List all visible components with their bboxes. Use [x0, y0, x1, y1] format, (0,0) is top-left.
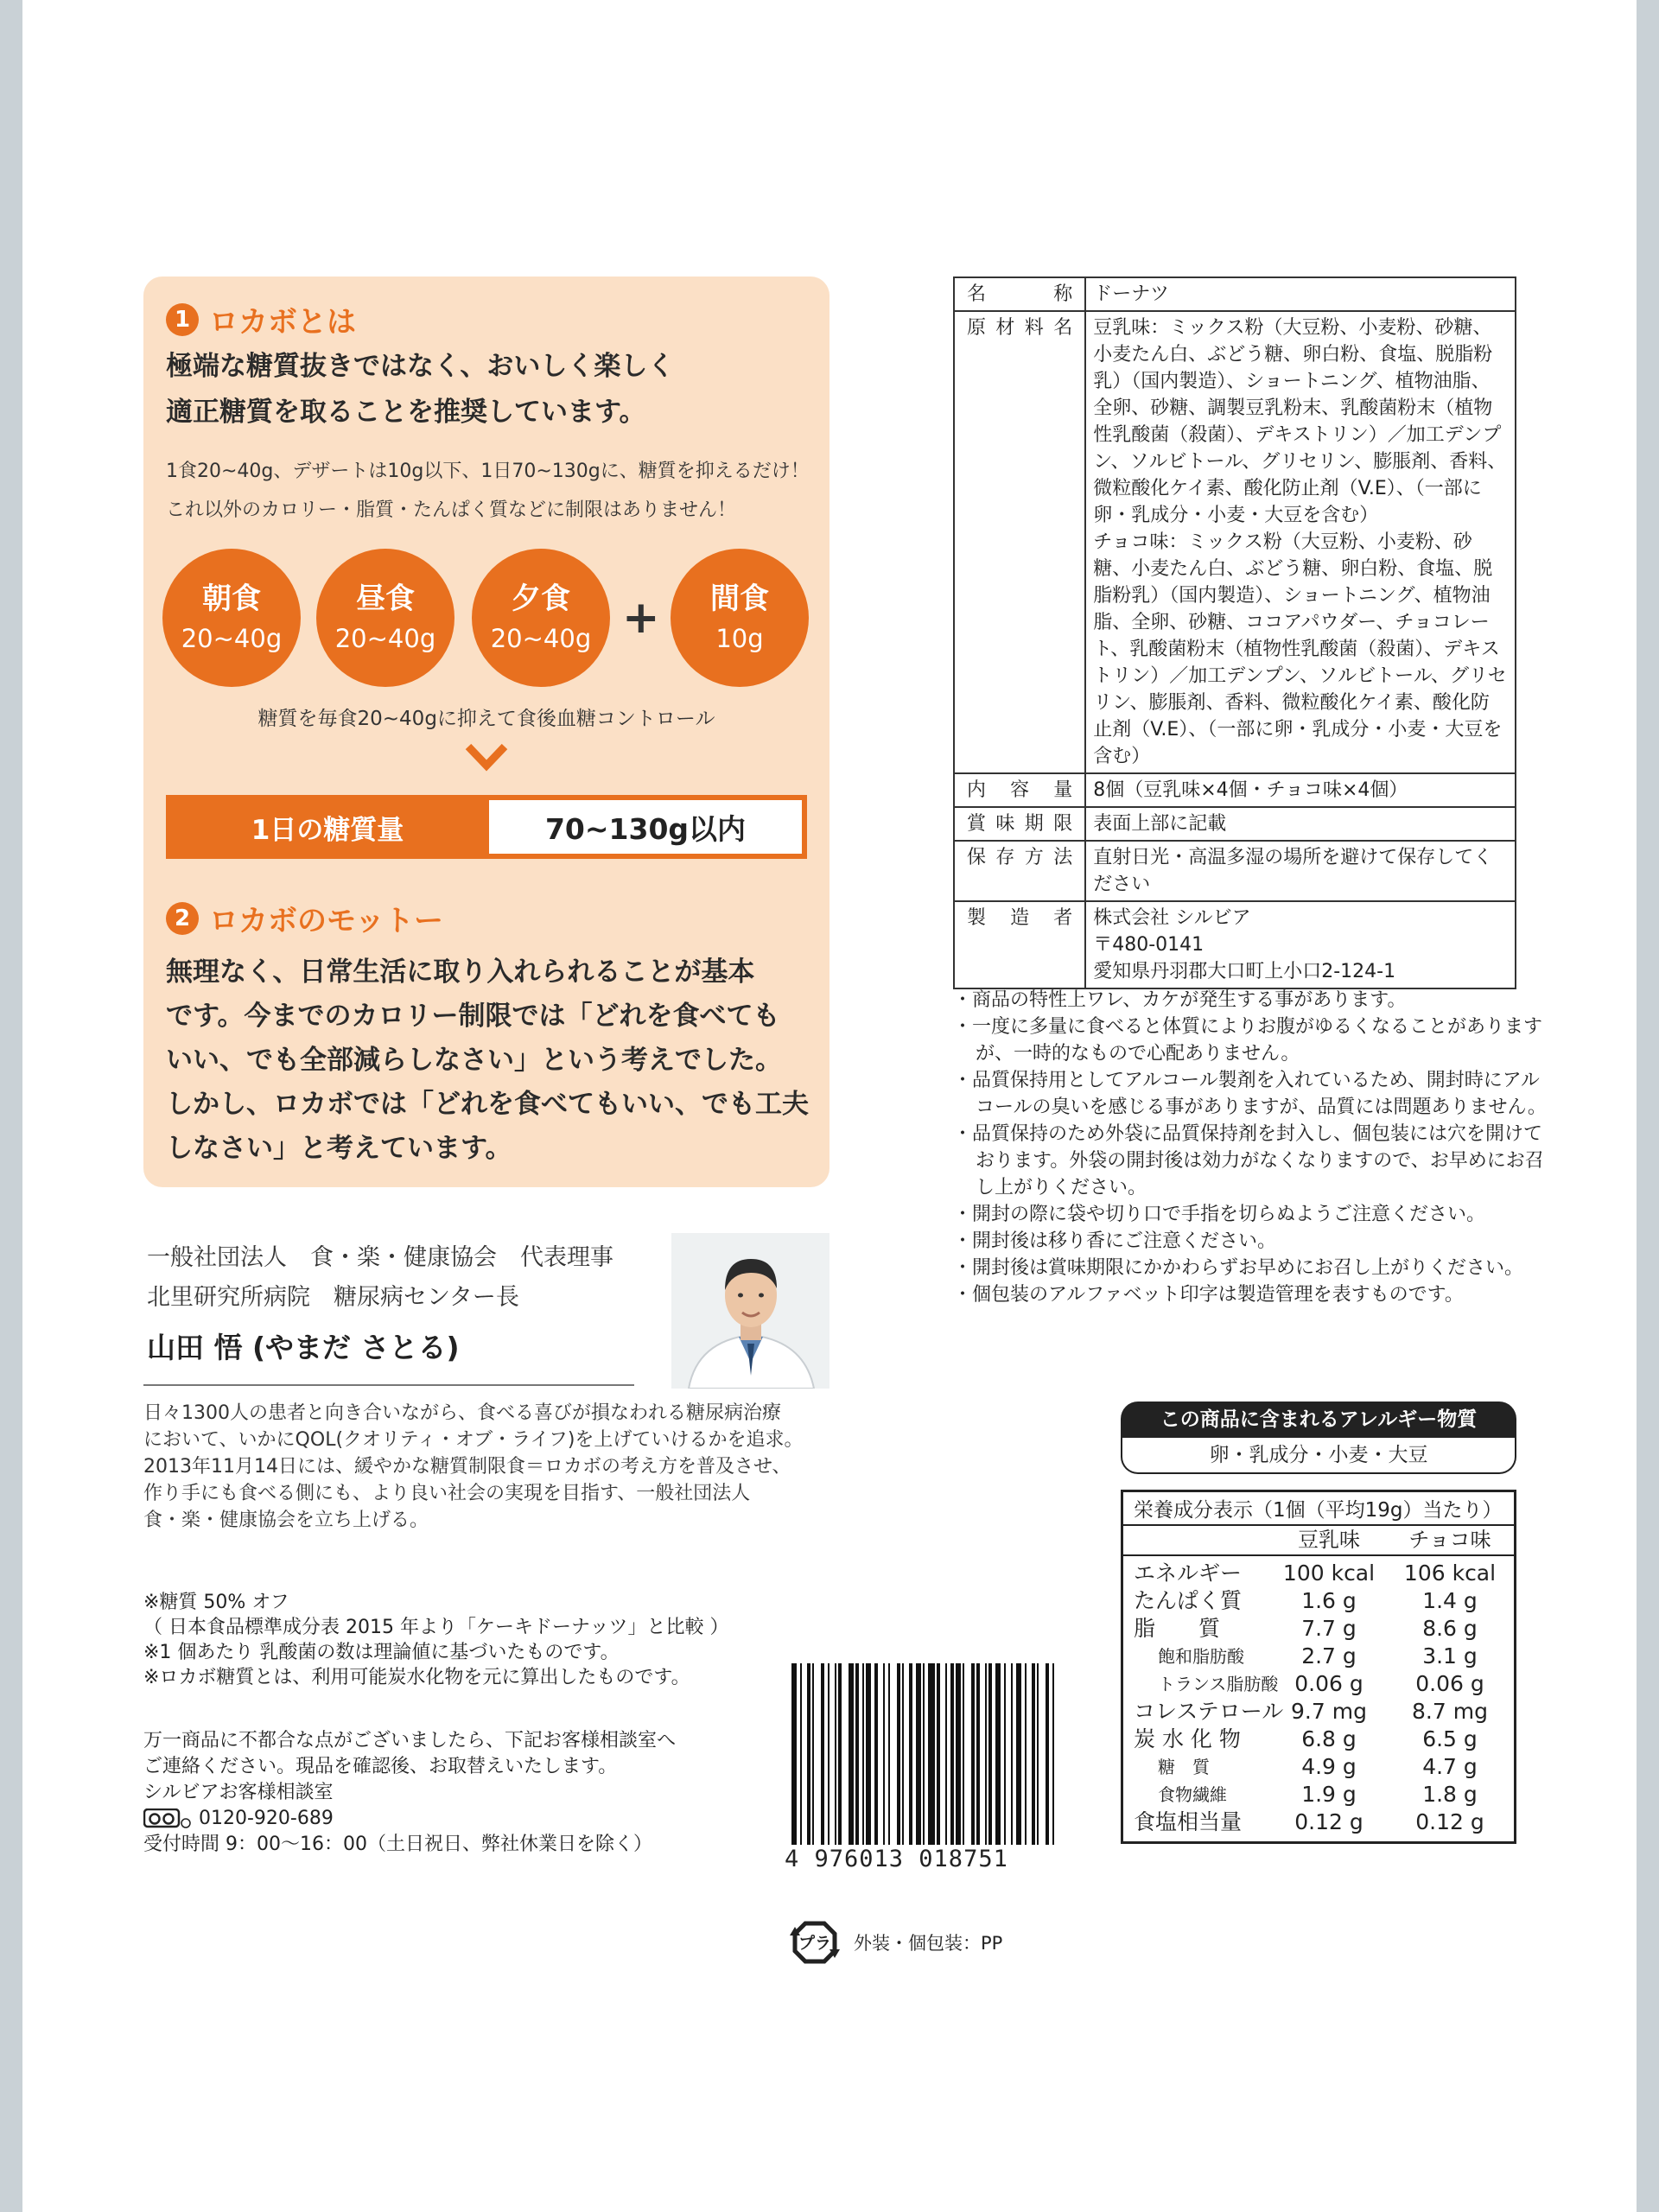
divider	[143, 1384, 634, 1386]
nutrient-name: 飽和脂肪酸	[1158, 1646, 1244, 1667]
nutrient-name: エネルギー	[1134, 1560, 1243, 1586]
meal-value: 20~40g	[490, 624, 592, 653]
doctor-org1: 一般社団法人 食・楽・健康協会 代表理事	[147, 1244, 613, 1271]
bio-line: 日々1300人の患者と向き合いながら、食べる喜びが損なわれる糖尿病治療	[143, 1402, 781, 1424]
contact-line: シルビアお客様相談室	[143, 1782, 334, 1803]
meal-lunch	[316, 549, 454, 687]
label-key: 名称	[954, 277, 1085, 311]
locabo-lead	[166, 344, 674, 435]
barcode-bar	[1052, 1663, 1054, 1845]
footnotes	[143, 1590, 729, 1690]
caution-item: ・開封後は移り香にご注意ください。	[953, 1230, 1277, 1252]
ingredients-value: 豆乳味：ミックス粉（大豆粉、小麦粉、砂糖、小麦たん白、ぶどう糖、卵白粉、食塩、脱脂粉乳）（国内製造）、ショートニング、植物油脂、全卵、砂糖、調製豆乳粉末、乳酸菌粉末（植物性乳酸菌（殺菌）、デキストリン）／加工デンプン、ソルビトール、グリセリン、膨脹剤、香料、微粒酸化ケイ素、酸化防止剤（V.E）、（一部に卵・乳成分・小麦・大豆を含む） チョコ味：ミックス粉（大豆粉、小麦粉、砂糖、小麦たん白、ぶどう糖、卵白粉、食塩、脱脂粉乳）（国内製造）、ショートニング、植物油脂、全卵、砂糖、ココアパウダー、チョコレート、乳酸菌粉末（植物性乳酸菌（殺菌）、デキストリン）／加工デンプン、ソルビトール、グリセリン、膨脹剤、香料、微粒酸化ケイ素、酸化防止剤（V.E）、（一部に卵・乳成分・小麦・大豆を含む）	[1085, 311, 1516, 773]
label-row	[954, 841, 1516, 901]
product-label-table	[953, 276, 1516, 989]
label-row	[954, 807, 1516, 841]
allergen-title: この商品に含まれるアレルギー物質	[1121, 1402, 1516, 1438]
phone-row	[143, 1806, 676, 1832]
plus-sign: +	[622, 592, 660, 644]
barcode-bar	[976, 1663, 980, 1845]
doctor-portrait-icon	[671, 1233, 830, 1389]
nutrient-value-soy: 0.12 g	[1294, 1809, 1363, 1834]
allergen-box	[1121, 1402, 1516, 1474]
nutrition-row	[1123, 1670, 1514, 1698]
barcode-bar	[1046, 1663, 1049, 1845]
plastic-recycle-icon	[788, 1916, 842, 1968]
barcode-bar	[909, 1663, 912, 1845]
barcode-bar	[800, 1663, 802, 1845]
barcode-bar	[1037, 1663, 1039, 1845]
label-value: ドーナツ	[1085, 277, 1516, 311]
barcode-bar	[821, 1663, 824, 1845]
barcode-bar	[963, 1663, 964, 1845]
barcode-bar	[888, 1663, 890, 1845]
label-value: 直射日光・高温多湿の場所を避けて保存してください	[1085, 841, 1516, 901]
motto-line: いい、でも全部減らしなさい」という考えでした。	[166, 1045, 782, 1076]
motto-line: 無理なく、日常生活に取り入れられることが基本	[166, 957, 755, 988]
caution-item: ・品質保持用としてアルコール製剤を入れているため、開封時にアルコールの臭いを感じる事がありますが、品質には問題ありません。	[953, 1070, 1547, 1118]
svg-text:プラ: プラ	[798, 1934, 832, 1953]
chevron-down-icon	[465, 743, 508, 772]
note-line: ※ロカボ糖質とは、利用可能炭水化物を元に算出したものです。	[143, 1667, 690, 1688]
meal-name: 朝食	[202, 582, 261, 616]
nutrition-table	[1121, 1490, 1516, 1844]
motto-line: しなさい」と考えています。	[166, 1133, 512, 1164]
nutrition-row	[1123, 1615, 1514, 1643]
barcode	[788, 1663, 1063, 1845]
barcode-bar	[835, 1663, 836, 1845]
nutrient-name: コレステロール	[1134, 1699, 1284, 1724]
lead-line: 極端な糖質抜きではなく、おいしく楽しく	[166, 351, 675, 382]
barcode-bar	[988, 1663, 992, 1845]
section2-number: 2	[166, 902, 199, 935]
label-value: 表面上部に記載	[1085, 807, 1516, 841]
nutrition-row	[1123, 1808, 1514, 1836]
meal-name: 昼食	[356, 582, 415, 616]
column-header-soy: 豆乳味	[1298, 1528, 1360, 1552]
column-header-choco: チョコ味	[1408, 1528, 1491, 1552]
daily-carb-bar	[166, 795, 807, 859]
nutrient-value-soy: 4.9 g	[1301, 1754, 1357, 1779]
nutrient-value-soy: 1.9 g	[1301, 1782, 1357, 1807]
nutrient-value-choco: 0.12 g	[1415, 1809, 1484, 1834]
business-hours: 受付時間 9：00～16：00（土日祝日、弊社休業日を除く）	[143, 1834, 652, 1855]
allergen-items: 卵・乳成分・小麦・大豆	[1121, 1438, 1516, 1474]
bio-line: 2013年11月14日には、緩やかな糖質制限食＝ロカボの考え方を普及させ、	[143, 1456, 791, 1478]
barcode-bar	[1011, 1663, 1013, 1845]
nutrition-row	[1123, 1587, 1514, 1615]
bio-line: 食・楽・健康協会を立ち上げる。	[143, 1510, 429, 1531]
caution-item: ・開封後は賞味期限にかかわらずお早めにお召し上がりください。	[953, 1257, 1524, 1279]
caution-item: ・品質保持のため外袋に品質保持剤を封入し、個包装には穴を開けております。外袋の開封後は効力がなくなりますので、お早めにお召し上がりください。	[953, 1123, 1544, 1198]
nutrient-value-choco: 3.1 g	[1422, 1643, 1478, 1669]
nutrient-name: 炭 水 化 物	[1134, 1726, 1241, 1751]
manufacturer-value: 株式会社 シルビア 〒480-0141 愛知県丹羽郡大口町上小口2-124-1	[1085, 901, 1516, 988]
recycle-mark	[788, 1916, 1002, 1968]
barcode-bar	[849, 1663, 854, 1845]
contact-line: ご連絡ください。現品を確認後、お取替えいたします。	[143, 1756, 618, 1777]
nutrition-rows	[1123, 1556, 1514, 1836]
barcode-bar	[1032, 1663, 1035, 1845]
nutrient-value-choco: 8.7 mg	[1412, 1699, 1488, 1724]
barcode-bar	[883, 1663, 885, 1845]
barcode-bar	[916, 1663, 921, 1845]
barcode-bar	[874, 1663, 878, 1845]
note-line: ※糖質 50% オフ	[143, 1592, 289, 1613]
contact-line: 万一商品に不都合な点がございましたら、下記お客様相談室へ	[143, 1730, 677, 1751]
nutrition-row	[1123, 1781, 1514, 1808]
meal-value: 20~40g	[334, 624, 436, 653]
nutrient-value-soy: 2.7 g	[1301, 1643, 1357, 1669]
bio-line: 作り手にも食べる側にも、より良い社会の実現を目指す、一般社団法人	[143, 1483, 751, 1504]
motto-line: です。今までのカロリー制限では「どれを食べても	[166, 1001, 780, 1032]
section1-heading	[166, 298, 356, 340]
label-key: 保存方法	[954, 841, 1085, 901]
barcode-bar	[791, 1663, 797, 1845]
nutrient-name: 糖 質	[1158, 1757, 1210, 1777]
nutrient-name: 食物繊維	[1158, 1784, 1227, 1805]
nutrient-name: 食塩相当量	[1134, 1809, 1243, 1834]
nutrition-header	[1123, 1526, 1514, 1556]
nutrient-value-soy: 7.7 g	[1301, 1616, 1357, 1641]
packaging-material: 外装・個包装：PP	[854, 1933, 1003, 1954]
nutrient-value-choco: 4.7 g	[1422, 1754, 1478, 1779]
barcode-bar	[1025, 1663, 1027, 1845]
barcode-bar	[937, 1663, 940, 1845]
barcode-bar	[897, 1663, 900, 1845]
nutrient-value-soy: 100 kcal	[1282, 1560, 1376, 1586]
nutrient-value-soy: 9.7 mg	[1291, 1699, 1367, 1724]
section1-title: ロカボとは	[209, 305, 356, 340]
label-row	[954, 311, 1516, 773]
locabo-rules	[166, 452, 810, 530]
doctor-name: 山田 悟 (やまだ さとる)	[147, 1331, 460, 1364]
label-key: 製造者	[954, 901, 1085, 988]
barcode-digits: 4 976013 018751	[785, 1846, 1008, 1872]
nutrition-row	[1123, 1560, 1514, 1587]
meal-snack	[671, 549, 809, 687]
cautions-list	[953, 987, 1549, 1308]
freedial-icon	[143, 1808, 192, 1829]
barcode-bar	[862, 1663, 864, 1845]
nutrient-value-soy: 0.06 g	[1294, 1671, 1363, 1696]
caution-item: ・商品の特性上ワレ、カケが発生する事があります。	[953, 989, 1407, 1011]
rule-line: 1食20~40g、デザートは10g以下、1日70~130gに、糖質を抑えるだけ！	[166, 461, 810, 482]
section2-heading	[166, 897, 443, 939]
nutrient-name: 脂 質	[1134, 1616, 1221, 1641]
barcode-bar	[838, 1663, 842, 1845]
nutrient-value-choco: 1.4 g	[1422, 1588, 1478, 1613]
caution-item: ・個包装のアルファベット印字は製造管理を表すものです。	[953, 1284, 1464, 1306]
barcode-bar	[923, 1663, 925, 1845]
section1-number: 1	[166, 303, 199, 336]
label-key: 内容量	[954, 773, 1085, 807]
section2-title: ロカボのモットー	[209, 904, 443, 938]
bio-line: において、いかにQOL(クオリティ・オブ・ライフ)を上げていけるかを追求。	[143, 1429, 804, 1451]
label-row	[954, 277, 1516, 311]
nutrient-name: トランス脂肪酸	[1158, 1674, 1279, 1694]
locabo-panel	[143, 276, 830, 1187]
meal-name: 間食	[710, 582, 769, 616]
barcode-bar	[855, 1663, 859, 1845]
caution-item: ・開封の際に袋や切り口で手指を切らぬようご注意ください。	[953, 1204, 1486, 1225]
daily-carb-value: 70~130g以内	[489, 800, 802, 854]
nutrient-value-soy: 6.8 g	[1301, 1726, 1357, 1751]
nutrient-value-choco: 0.06 g	[1415, 1671, 1484, 1696]
meal-name: 夕食	[512, 582, 570, 616]
label-value: 8個（豆乳味×4個・チョコ味×4個）	[1085, 773, 1516, 807]
barcode-bar	[902, 1663, 904, 1845]
nutrition-row	[1123, 1643, 1514, 1670]
label-row	[954, 773, 1516, 807]
label-key: 賞味期限	[954, 807, 1085, 841]
phone-number: 0120-920-689	[199, 1808, 334, 1829]
doctor-photo	[671, 1233, 830, 1389]
barcode-bar	[971, 1663, 975, 1845]
note-line: ※1 個あたり 乳酸菌の数は理論値に基づいたものです。	[143, 1642, 620, 1663]
locabo-motto	[166, 950, 809, 1171]
column-header	[1123, 1526, 1268, 1554]
note-line: （ 日本食品標準成分表 2015 年より「ケーキドーナッツ」と比較 ）	[143, 1617, 729, 1638]
nutrition-row	[1123, 1698, 1514, 1726]
nutrient-value-choco: 8.6 g	[1422, 1616, 1478, 1641]
customer-contact	[143, 1728, 676, 1858]
meal-dinner	[472, 549, 610, 687]
nutrient-value-choco: 1.8 g	[1422, 1782, 1478, 1807]
nutrition-row	[1123, 1753, 1514, 1781]
barcode-bar	[828, 1663, 830, 1845]
nutrient-value-choco: 106 kcal	[1403, 1560, 1497, 1586]
label-key: 原材料名	[954, 311, 1085, 773]
meal-value: 20~40g	[181, 624, 283, 653]
motto-line: しかし、ロカボでは「どれを食べてもいい、でも工夫	[166, 1089, 809, 1120]
rule-line: これ以外のカロリー・脂質・たんぱく質などに制限はありません！	[166, 499, 737, 521]
nutrition-row	[1123, 1726, 1514, 1753]
barcode-bar	[995, 1663, 1001, 1845]
barcode-bar	[928, 1663, 935, 1845]
barcode-bar	[945, 1663, 947, 1845]
barcode-bar	[807, 1663, 810, 1845]
barcode-bar	[866, 1663, 871, 1845]
nutrient-name: たんぱく質	[1134, 1588, 1243, 1613]
barcode-bar	[950, 1663, 954, 1845]
meal-breakfast	[162, 549, 301, 687]
nutrient-value-choco: 6.5 g	[1422, 1726, 1478, 1751]
doctor-bio	[143, 1400, 803, 1534]
barcode-bar	[1004, 1663, 1006, 1845]
lead-line: 適正糖質を取ることを推奨しています。	[166, 397, 646, 428]
nutrition-title: 栄養成分表示（1個（平均19g）当たり）	[1123, 1492, 1514, 1526]
doctor-org2: 北里研究所病院 糖尿病センター長	[147, 1284, 519, 1311]
label-row	[954, 901, 1516, 988]
barcode-bar	[1016, 1663, 1021, 1845]
meal-value: 10g	[715, 624, 764, 653]
barcode-bar	[956, 1663, 961, 1845]
nutrient-value-soy: 1.6 g	[1301, 1588, 1357, 1613]
barcode-bar	[985, 1663, 987, 1845]
barcode-bar	[812, 1663, 814, 1845]
daily-carb-label: 1日の糖質量	[251, 814, 404, 846]
control-text: 糖質を毎食20~40gに抑えて食後血糖コントロール	[257, 708, 715, 730]
caution-item: ・一度に多量に食べると体質によりお腹がゆるくなることがありますが、一時的なもので心配ありません。	[953, 1016, 1543, 1065]
